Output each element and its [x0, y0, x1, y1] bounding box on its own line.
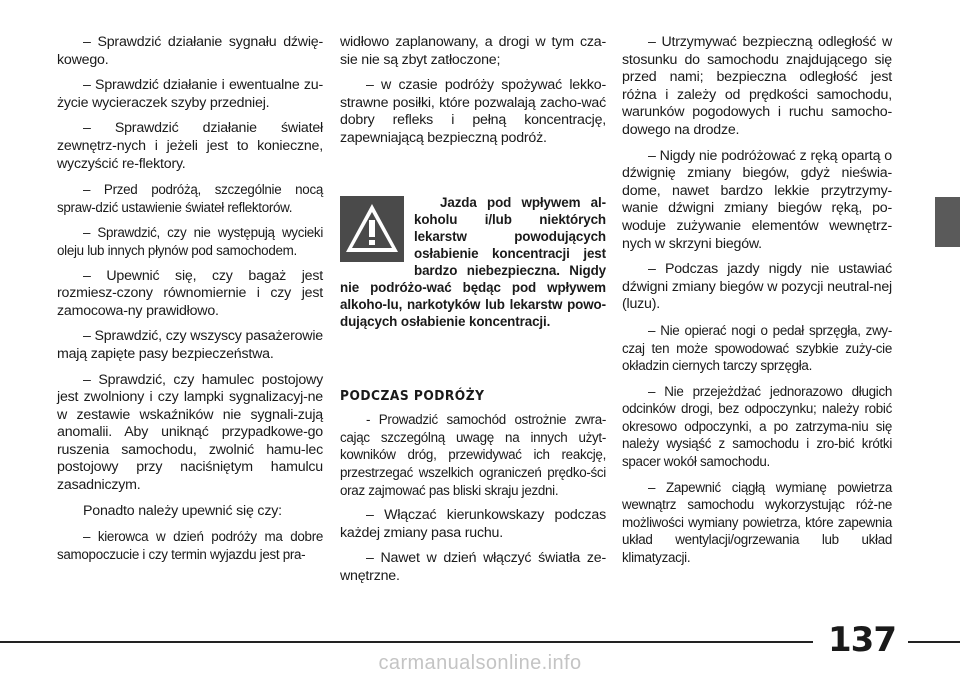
paragraph: – Nawet w dzień włączyć światła ze-wnętrzne.	[340, 550, 606, 584]
warning-triangle-icon	[340, 196, 404, 262]
warning-text: Jazda pod wpływem al-koholu i/lub niektórych lekarstw powodujących osłabienie koncentracji jest bardzo niebezpieczna. Nigdy nie podróżo-wać będąc pod wpływem alkoho-lu, narkotyków lub lekarstw powo-dujących osłabienie koncentracji.	[340, 194, 606, 329]
paragraph: – Sprawdzić, czy wszyscy pasażerowie mają zapięte pasy bezpieczeństwa.	[57, 328, 323, 362]
paragraph: – Podczas jazdy nigdy nie ustawiać dźwigni zmiany biegów w pozycji neutral-nej (luzu).	[622, 261, 892, 313]
watermark: carmanualsonline.info	[378, 652, 582, 674]
paragraph: – w czasie podróży spożywać lekko-strawne posiłki, które pozwalają zacho-wać dobry refleks i pełną koncentrację, zapewniającą bezpieczną podróż.	[340, 77, 606, 146]
paragraph: – Zapewnić ciągłą wymianę powietrza wewnątrz samochodu wykorzystując róż-ne możliwości wymiany powietrza, które zapewnia układ wentylacji/ogrzewania lub układ klimatyzacji.	[622, 479, 892, 566]
paragraph: – kierowca w dzień podróży ma dobre samopoczucie i czy termin wyjazdu jest pra-	[57, 529, 323, 562]
warning-box	[340, 194, 606, 330]
page-number: 137	[828, 620, 896, 660]
paragraph: – Upewnić się, czy bagaż jest rozmiesz-czony równomiernie i czy jest zamocowa-ny prawidłowo.	[57, 267, 323, 319]
paragraph: – Utrzymywać bezpieczną odległość w stosunku do samochodu znajdującego się przed nami; bezpieczna odległość jest różna i zależy od prędkości samochodu, warunków pogodowych i ruchu samocho-dowego na drodze.	[622, 34, 892, 138]
paragraph: - Prowadzić samochód ostrożnie zwra-cając szczególną uwagę na innych użyt-kowników dróg, przewidywać ich reakcję, przestrzegać wszelkich ograniczeń prędko-ści oraz zajmować pas bliski skraju jezdni.	[340, 412, 606, 498]
section-title: PODCZAS PODRÓŻY	[340, 387, 485, 404]
footer-rule	[0, 641, 813, 643]
paragraph: – Sprawdzić działanie świateł zewnętrz-nych i jeżeli jest to konieczne, wyczyścić re-flektory.	[57, 120, 323, 172]
column-1	[57, 34, 323, 571]
side-tab-marker	[935, 197, 960, 247]
paragraph: Ponadto należy upewnić się czy:	[83, 502, 282, 519]
paragraph: – Nigdy nie podróżować z ręką opartą o dźwignię zmiany biegów, gdyż nieświa-dome, nawet bardzo lekkie przytrzymy-wanie dźwigni zmiany biegów ręką, po-woduje zużywanie elementów wewnętrz-nych w skrzyni biegów.	[622, 147, 892, 252]
paragraph: – Nie opierać nogi o pedał sprzęgła, zwy-czaj ten może spowodować szybkie zuży-cie okładzin ciernych tarczy sprzęgła.	[622, 322, 892, 374]
paragraph: widłowo zaplanowany, a drogi w tym cza-sie nie są zbyt zatłoczone;	[340, 34, 606, 68]
paragraph: – Sprawdzić działanie i ewentualne zu-życie wycieraczek szyby przedniej.	[57, 77, 323, 111]
paragraph: – Sprawdzić, czy hamulec postojowy jest zwolniony i czy lampki sygnalizacyj-ne w zestawie wskaźników nie sygnali-zują anomalii. Aby uniknąć przypadkowe-go ruszenia samochodu, zwolnić hamu-lec postojowy przy naciśniętym hamulcu zasadniczym.	[57, 371, 323, 494]
paragraph: – Sprawdzić działanie sygnału dźwię-kowego.	[57, 34, 323, 68]
paragraph: – Sprawdzić, czy nie występują wycieki oleju lub innych płynów pod samochodem.	[57, 225, 323, 258]
paragraph: – Przed podróżą, szczególnie nocą spraw-dzić ustawienie świateł reflektorów.	[57, 182, 323, 215]
paragraph: – Włączać kierunkowskazy podczas każdej zmiany pasa ruchu.	[340, 507, 606, 541]
column-3	[622, 34, 892, 575]
column-2	[340, 34, 606, 594]
footer-rule	[908, 641, 960, 643]
paragraph: – Nie przejeżdżać jednorazowo długich odcinków drogi, bez odpoczynku; należy robić okresowo odpoczynki, a po zatrzyma-niu się należy wysiąść z samochodu i zro-bić krótki spacer wokół samochodu.	[622, 383, 892, 470]
